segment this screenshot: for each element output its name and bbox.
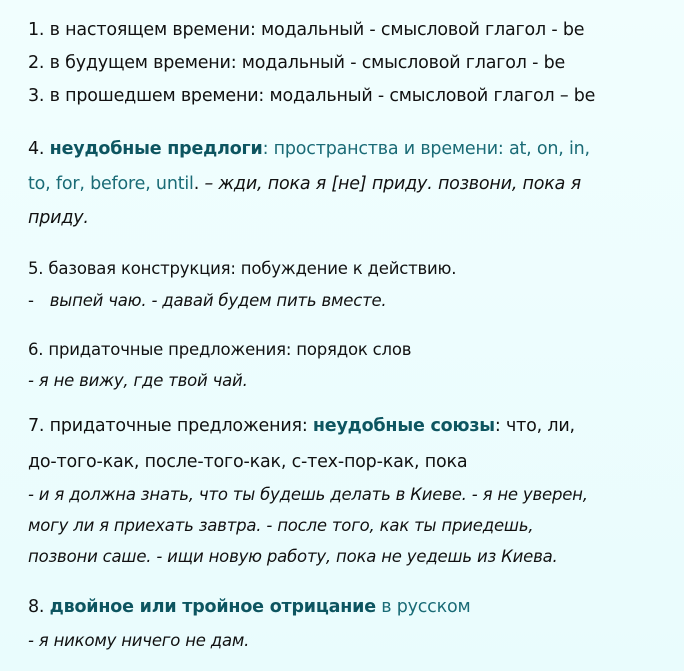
item-2: 2. в будущем времени: модальный - смысловой глагол - be [28, 53, 566, 73]
item-8-number: 8. [28, 597, 50, 617]
item-3: 3. в прошедшем времени: модальный - смысловой глагол – be [28, 86, 596, 106]
item-4-number: 4. [28, 139, 50, 159]
item-4-accent-text-2: to, for, before, until [28, 174, 194, 194]
item-5-example: выпей чаю. - давай будем пить вместе. [49, 291, 387, 310]
item-1: 1. в настоящем времени: модальный - смысловой глагол - be [28, 20, 585, 40]
item-5: 5. базовая конструкция: побуждение к действию. [28, 259, 457, 278]
item-7-prefix: 7. придаточные предложения: [28, 416, 313, 436]
item-7-line-1 [28, 416, 575, 436]
item-7-heading: неудобные союзы [312, 416, 495, 436]
item-4-dot: . [193, 174, 200, 194]
item-4-accent-text: пространства и времени: at, on, in, [273, 139, 590, 159]
item-7-example-1: - и я должна знать, что ты будешь делать в Киеве. - я не уверен, [28, 485, 588, 504]
item-4-example: – жди, пока я [не] приду. позвони, пока я [199, 174, 581, 194]
item-8-line-1 [28, 597, 471, 617]
item-6: 6. придаточные предложения: порядок слов [28, 340, 412, 359]
item-7-line-2: до-того-как, после-того-как, с-тех-пор-как, пока [28, 452, 468, 472]
item-8-accent: в русском [375, 597, 471, 617]
item-4-line-3: приду. [28, 208, 89, 228]
item-8-example: - я никому ничего не дам. [28, 631, 250, 650]
item-4-heading: неудобные предлоги [49, 139, 263, 159]
item-7-example-3: позвони саше. - ищи новую работу, пока не уедешь из Киева. [28, 547, 558, 566]
item-7-suffix: : что, ли, [494, 416, 575, 436]
item-4-colon: : [262, 139, 274, 159]
item-5-example-line [28, 291, 386, 310]
item-4-line-2 [28, 174, 581, 194]
item-7-example-2: могу ли я приехать завтра. - после того, как ты приедешь, [28, 516, 534, 535]
item-4-line-1 [28, 139, 590, 159]
item-5-dash: - [28, 291, 34, 310]
item-8-heading: двойное или тройное отрицание [49, 597, 376, 617]
item-6-example: - я не вижу, где твой чай. [28, 371, 248, 390]
